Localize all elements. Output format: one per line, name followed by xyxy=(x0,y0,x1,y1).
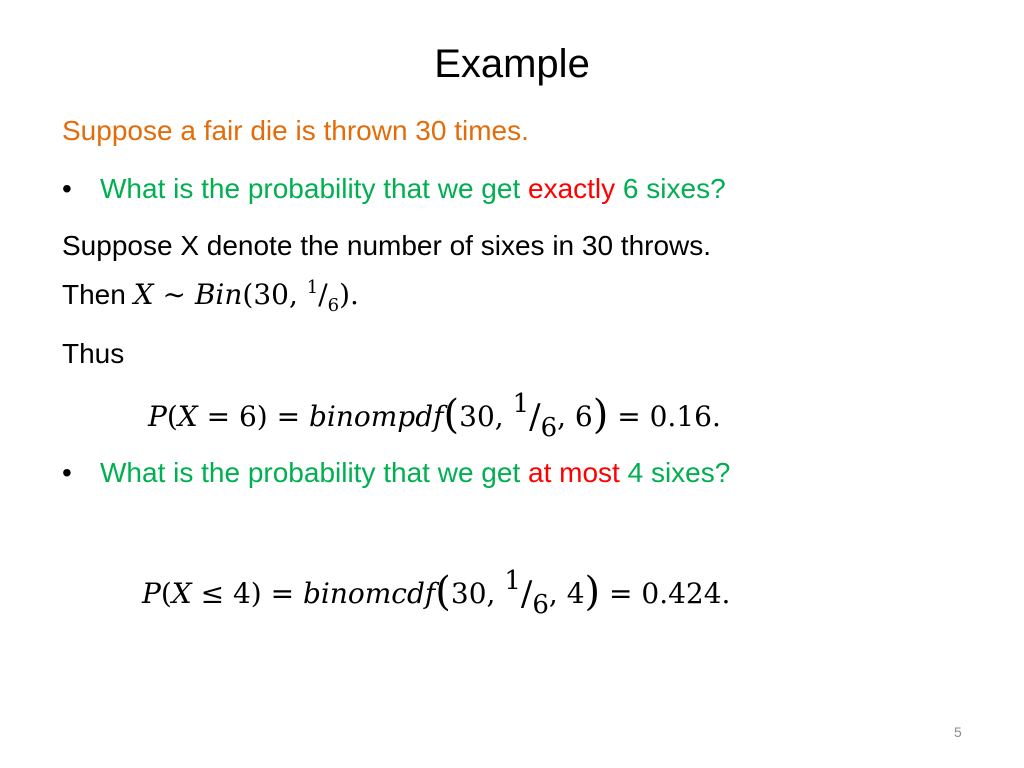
bullet-1: • xyxy=(62,173,72,204)
eq2-func: binomcdf xyxy=(302,577,436,610)
bullet-2: • xyxy=(62,457,72,488)
slide-title: Example xyxy=(434,42,590,86)
eq1-p: P xyxy=(148,400,167,433)
eq1-open-paren: ( xyxy=(443,392,460,438)
eq2-lhs-rest: ≤ 4) = xyxy=(191,577,303,610)
eq2-p: P xyxy=(142,577,161,610)
eq2-close-paren: ) xyxy=(584,569,601,615)
eq2-open-paren: ( xyxy=(435,569,451,615)
then-frac-num: 1 xyxy=(306,277,319,298)
then-word: Then xyxy=(62,279,134,310)
eq1-rhs: = 0.16. xyxy=(608,400,721,433)
intro-text: Suppose a fair die is thrown 30 times. xyxy=(62,115,529,146)
explain-line-1: Suppose X denote the number of sixes in 30 throws. xyxy=(62,230,712,261)
page-number: 5 xyxy=(954,724,962,740)
eq1-frac-num: 1 xyxy=(512,389,530,419)
equation-cdf xyxy=(142,566,731,620)
question-2-emphasis: at most xyxy=(528,457,620,488)
question-1-text-before: What is the probability that we get xyxy=(100,173,528,204)
then-sim: ∼ xyxy=(153,278,195,311)
then-bin: Bin xyxy=(194,278,243,311)
eq2-args-a: 30, xyxy=(450,577,505,610)
then-var-x: X xyxy=(133,278,154,311)
then-frac-slash: / xyxy=(318,278,328,311)
equation-pmf xyxy=(148,389,721,443)
eq2-frac-den: 6 xyxy=(532,590,549,620)
then-close: ). xyxy=(339,278,359,311)
eq2-x: X xyxy=(171,577,192,610)
thus-word: Thus xyxy=(62,338,125,369)
then-frac-den: 6 xyxy=(327,295,340,316)
eq2-rhs: = 0.424. xyxy=(600,577,731,610)
question-2 xyxy=(62,457,730,489)
question-1-emphasis: exactly xyxy=(528,173,616,204)
eq2-frac-slash: / xyxy=(520,574,533,614)
eq2-args-b: , 4 xyxy=(548,577,585,610)
then-line xyxy=(62,279,359,315)
eq1-close-paren: ) xyxy=(592,392,609,438)
question-2-text-before: What is the probability that we get xyxy=(100,457,528,488)
eq1-frac-den: 6 xyxy=(540,413,558,443)
eq1-func: binompdf xyxy=(308,400,444,433)
eq1-args-b: , 6 xyxy=(557,400,593,433)
eq1-args-a: 30, xyxy=(459,400,513,433)
question-1-text-after: 6 sixes? xyxy=(615,173,726,204)
eq1-lparen: ( xyxy=(166,400,178,433)
eq1-frac-slash: / xyxy=(529,397,541,437)
question-1 xyxy=(62,173,726,205)
question-2-text-after: 4 sixes? xyxy=(619,457,731,488)
eq2-frac-num: 1 xyxy=(504,566,521,596)
eq2-lparen: ( xyxy=(160,577,172,610)
eq1-x: X xyxy=(177,400,198,433)
then-open: (30, xyxy=(242,278,307,311)
eq1-lhs-rest: = 6) = xyxy=(197,400,309,433)
